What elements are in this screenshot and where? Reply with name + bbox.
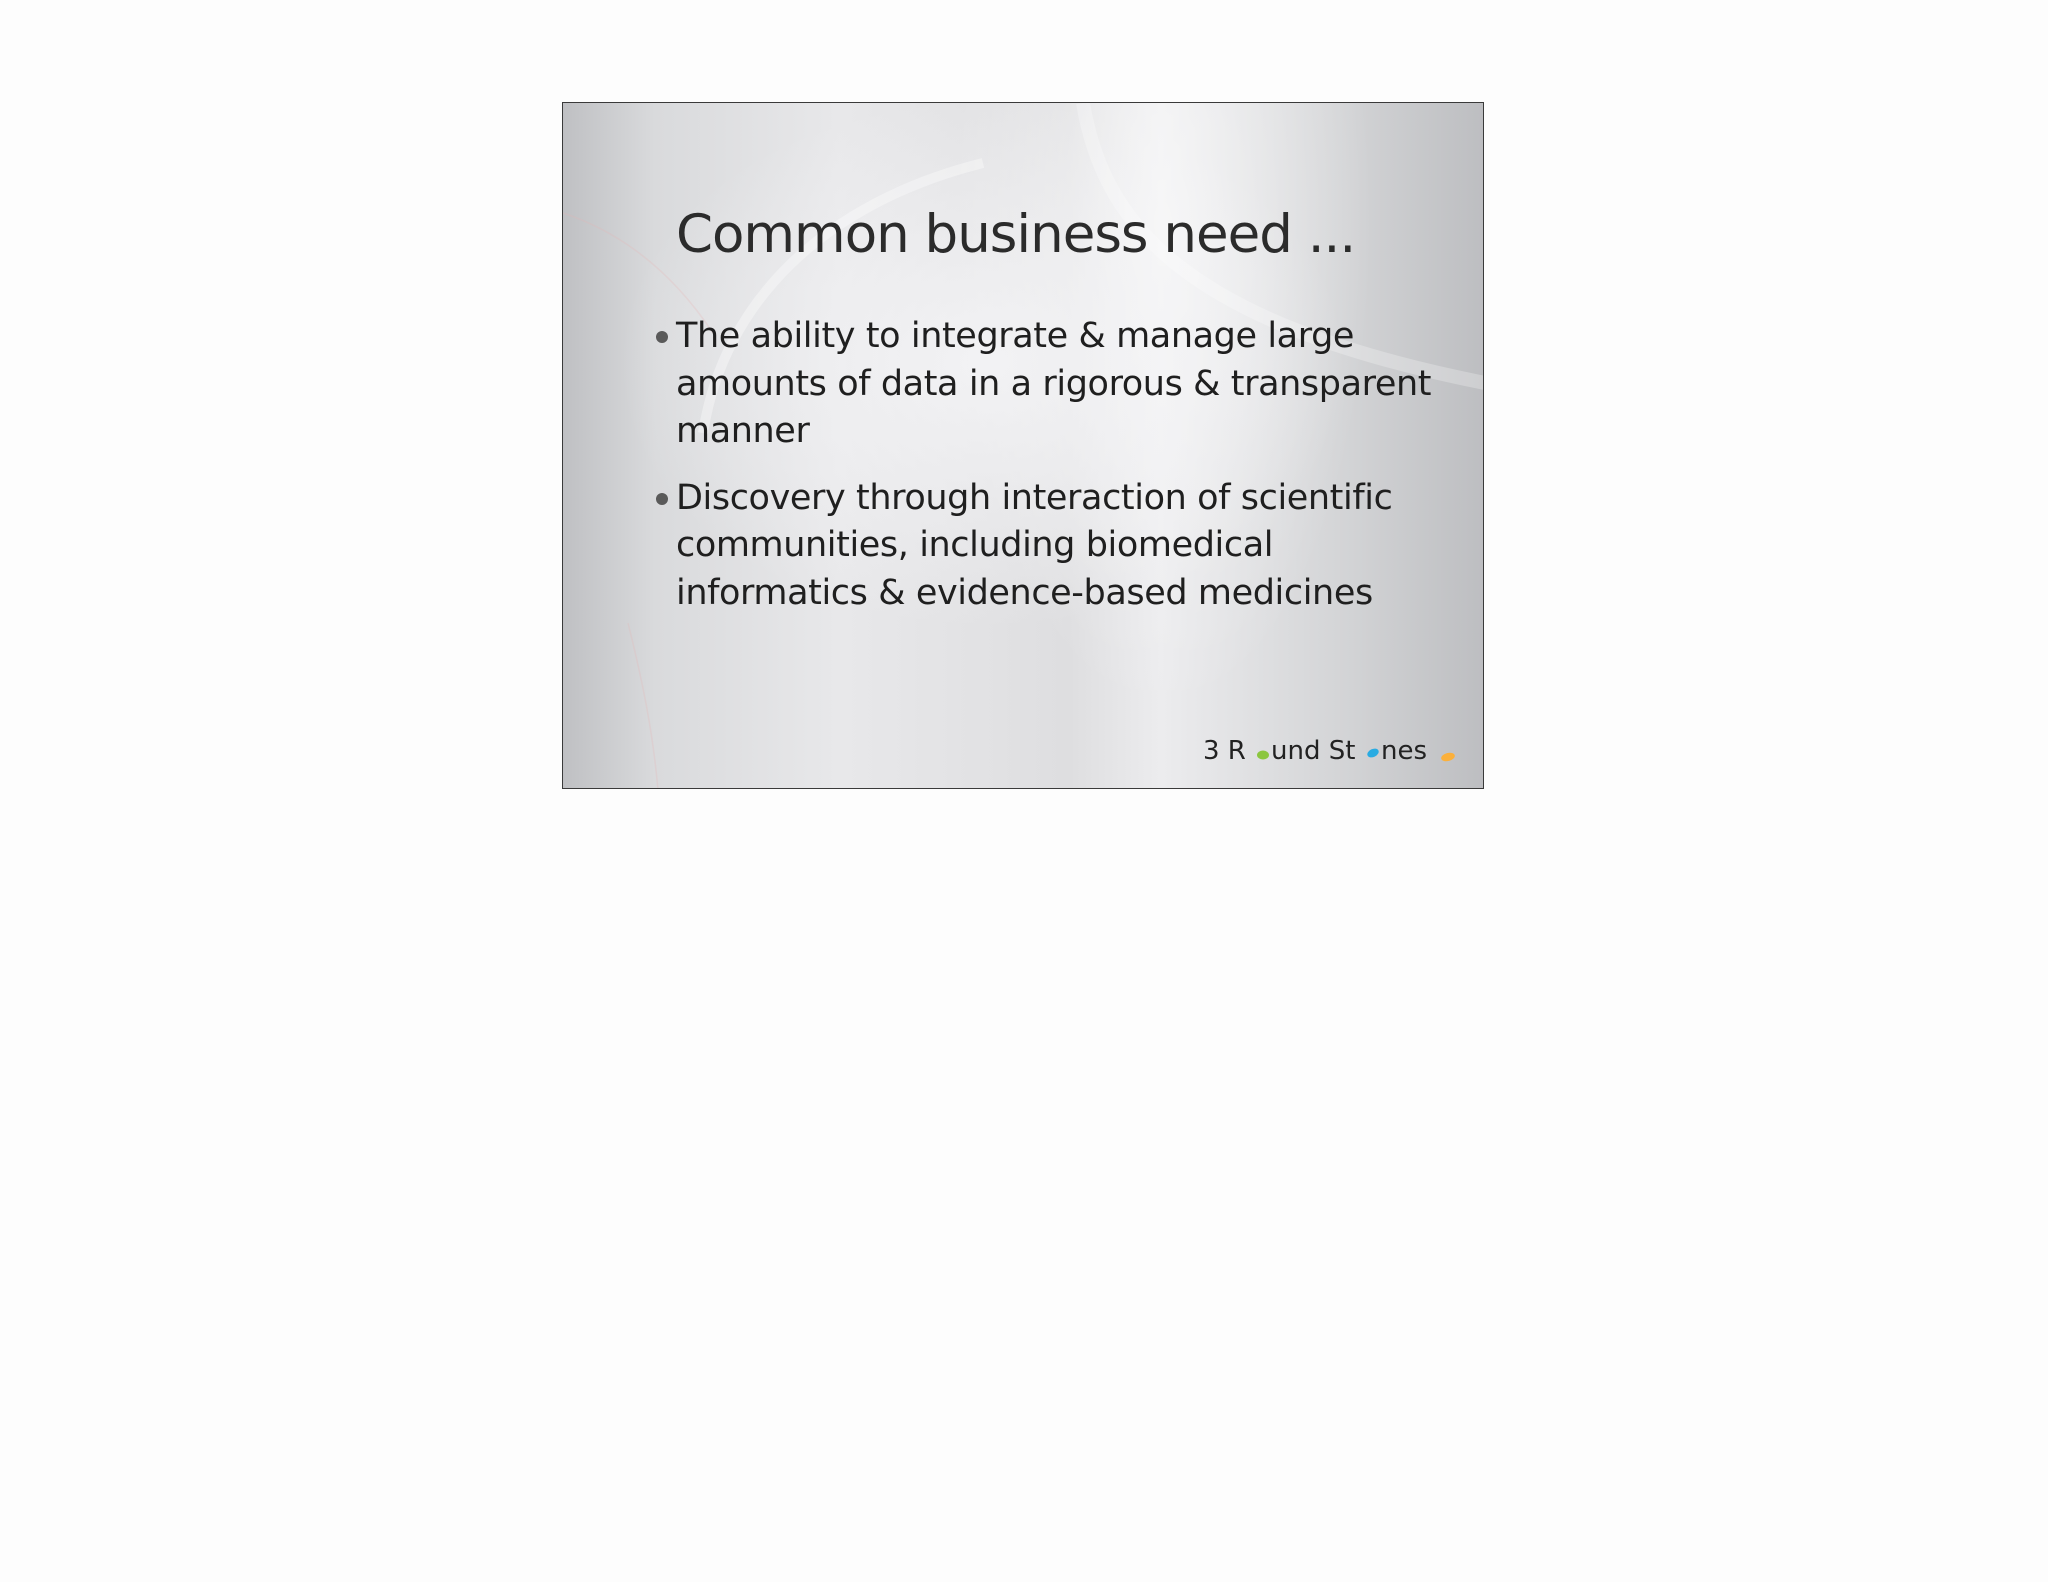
company-logo [1203, 733, 1463, 767]
slide-title: Common business need ... [676, 204, 1356, 265]
bullet-list [676, 313, 1456, 636]
bullet-line: amounts of data in a rigorous & transparent [676, 363, 1432, 404]
bullet-item [676, 313, 1456, 456]
svg-text:nes: nes [1381, 736, 1428, 766]
bullet-line: Discovery through interaction of scientific [676, 477, 1393, 518]
bullet-line: The ability to integrate & manage large [676, 316, 1355, 356]
bullet-item [676, 475, 1456, 618]
bullet-dot-icon [656, 493, 668, 505]
bullet-line: communities, including biomedical [676, 525, 1274, 565]
bullet-line: informatics & evidence-based medicines [676, 572, 1373, 613]
svg-text:und St: und St [1271, 736, 1356, 766]
bullet-dot-icon [656, 331, 668, 343]
slide [562, 102, 1484, 789]
bullet-line: manner [676, 411, 810, 451]
round-stones-logo-icon [1203, 733, 1463, 767]
svg-text:3 R: 3 R [1203, 736, 1246, 766]
